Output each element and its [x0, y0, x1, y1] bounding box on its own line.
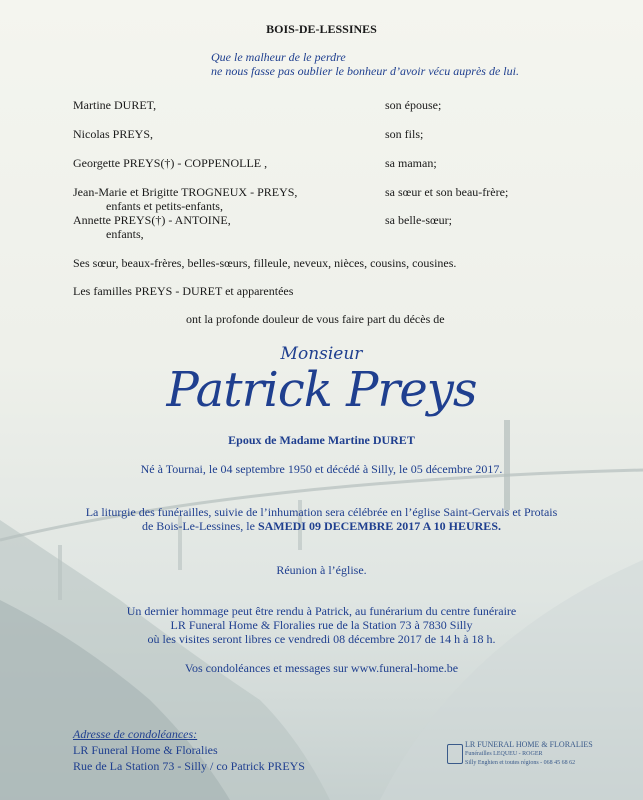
- family-relation: son fils;: [385, 127, 424, 141]
- funeral-date: SAMEDI 09 DECEMBRE 2017 A 10 HEURES.: [257, 519, 501, 533]
- family-name: Georgette PREYS(†) - COPPENOLLE ,: [73, 156, 268, 170]
- quote-line-2: ne nous fasse pas oublier le bonheur d’avoir vécu auprès de lui.: [211, 64, 519, 78]
- quote-line-1: Que le malheur de le perdre: [211, 50, 346, 64]
- family-name: Martine DURET,: [73, 98, 157, 112]
- tribute-line-1: Un dernier hommage peut être rendu à Patrick, au funérarium du centre funéraire: [126, 604, 517, 618]
- address-heading: Adresse de condoléances:: [73, 727, 198, 741]
- address-line-2: Rue de La Station 73 - Silly / co Patrick PREYS: [73, 759, 305, 773]
- family-name: Jean-Marie et Brigitte TROGNEUX - PREYS,: [73, 185, 298, 199]
- spouse-line: Epoux de Madame Martine DURET: [228, 433, 415, 447]
- family-relation: sa sœur et son beau-frère;: [385, 185, 509, 199]
- family-relation: sa belle-sœur;: [385, 213, 452, 227]
- others-line: Ses sœur, beaux-frères, belles-sœurs, filleule, neveux, nièces, cousins, cousines.: [73, 256, 457, 270]
- family-name: Nicolas PREYS,: [73, 127, 154, 141]
- reunion-line: Réunion à l’église.: [276, 563, 367, 577]
- announce-line: ont la profonde douleur de vous faire part du décès de: [186, 312, 445, 326]
- families-line: Les familles PREYS - DURET et apparentées: [73, 284, 294, 298]
- logo-line-1: LR FUNERAL HOME & FLORALIES: [465, 740, 593, 749]
- family-sub: enfants,: [106, 227, 144, 241]
- funeral-line-1: La liturgie des funérailles, suivie de l’inhumation sera célébrée en l’église Saint-Gervais et Protais: [85, 505, 558, 519]
- condolences-web-line: Vos condoléances et messages sur www.funeral-home.be: [184, 661, 459, 675]
- family-relation: son épouse;: [385, 98, 442, 112]
- family-sub: enfants et petits-enfants,: [106, 199, 223, 213]
- logo-line-2: Funérailles LEQUEU - ROGER: [465, 751, 543, 757]
- funeral-home-logo: [447, 740, 617, 774]
- funeral-line-2: [0, 519, 643, 533]
- dates-line: Né à Tournai, le 04 septembre 1950 et décédé à Silly, le 05 décembre 2017.: [140, 462, 503, 476]
- family-relation: sa maman;: [385, 156, 437, 170]
- address-line-1: LR Funeral Home & Floralies: [73, 743, 218, 757]
- deceased-title: Monsieur: [280, 344, 363, 364]
- tribute-line-2: LR Funeral Home & Floralies rue de la Station 73 à 7830 Silly: [170, 618, 473, 632]
- family-name: Annette PREYS(†) - ANTOINE,: [73, 213, 231, 227]
- deceased-name: Patrick Preys: [166, 362, 477, 418]
- logo-line-3: Silly Enghien et toutes régions - 068 45 68 62: [465, 760, 576, 766]
- funeral-line-2-prefix: de Bois-Le-Lessines, le: [141, 519, 258, 533]
- tribute-line-3: où les visites seront libres ce vendredi 08 décembre 2017 de 14 h à 18 h.: [147, 632, 496, 646]
- place-heading: BOIS-DE-LESSINES: [266, 22, 377, 36]
- logo-emblem-icon: [447, 744, 463, 764]
